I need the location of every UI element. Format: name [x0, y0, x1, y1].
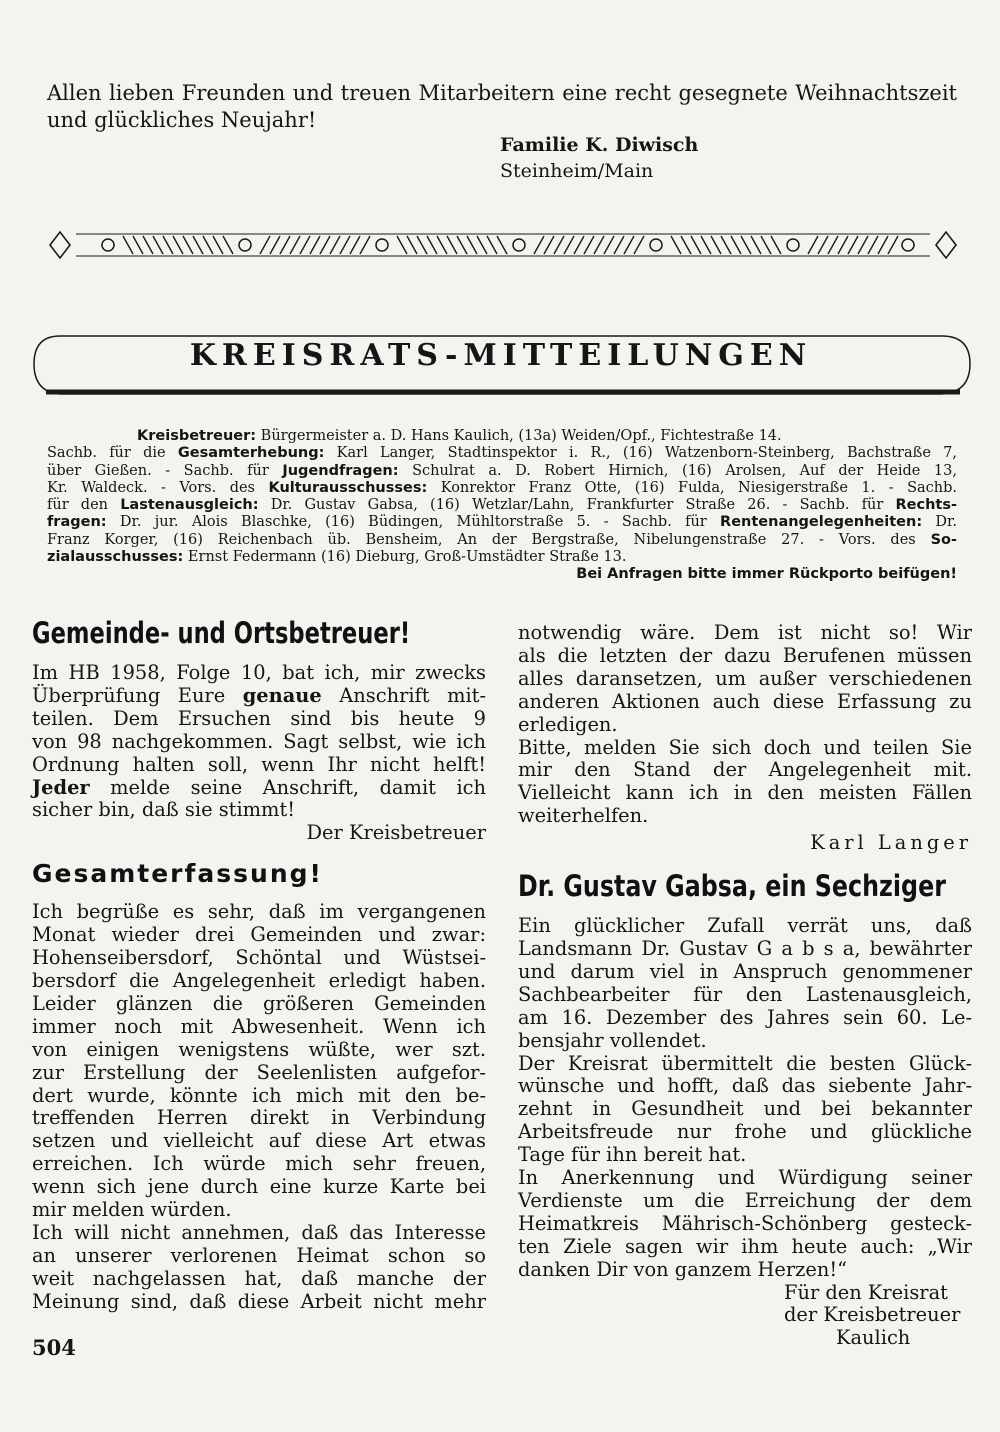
text-line: Vielleicht kann ich in den meisten Fällen: [518, 781, 972, 805]
article1-heading: Gemeinde- und Ortsbetreuer!: [32, 616, 411, 650]
article1-signature: Der Kreisbetreuer: [306, 821, 486, 845]
column-left: [32, 616, 486, 1314]
text-line: Verdienste um die Erreichung der dem: [518, 1188, 972, 1212]
text-line: Der Kreisrat übermittelt die besten Glück-: [518, 1051, 972, 1075]
article3-body: [518, 915, 972, 1350]
text-line: Sachbearbeiter für den Lastenausgleich,: [518, 982, 972, 1006]
text-line: als die letzten der dazu Berufenen müssen: [518, 643, 972, 667]
text-line: immer noch mit Abwesenheit. Wenn ich: [32, 1014, 486, 1038]
banner-title: KREISRATS-MITTEILUNGEN: [189, 338, 813, 373]
text-line: von 98 nachgekommen. Sagt selbst, wie ich: [32, 729, 486, 753]
text-line: bersdorf die Angelegenheit erledigt haben.: [32, 968, 486, 992]
text-line: setzen und vielleicht auf diese Art etwas: [32, 1129, 486, 1153]
text-line: weit nachgelassen hat, daß manche der: [32, 1266, 486, 1290]
text-line: treffenden Herren direkt in Verbindung: [32, 1106, 486, 1130]
text-line: notwendig wäre. Dem ist nicht so! Wir: [518, 621, 972, 644]
sign-line: Kaulich: [836, 1326, 911, 1350]
text-line: mir den Stand der Angelegenheit mit.: [518, 758, 972, 782]
text-line: sicher bin, daß sie stimmt!: [32, 798, 296, 822]
text-line: Hohenseibersdorf, Schöntal und Wüstsei-: [32, 946, 486, 970]
text-line: ten Ziele sagen wir ihm heute auch: „Wir: [518, 1234, 972, 1258]
article2-signature: Karl Langer: [810, 831, 972, 855]
kr-note: Bei Anfragen bitte immer Rückporto beifügen!: [576, 566, 957, 583]
text-line: Im HB 1958, Folge 10, bat ich, mir zwecks: [32, 661, 486, 684]
text-line: am 16. Dezember des Jahres sein 60. Le-: [518, 1005, 972, 1029]
article2-body: [32, 901, 486, 1313]
kr-line: Kreisbetreuer: Bürgermeister a. D. Hans Kaulich, (13a) Weiden/Opf., Fichtestraße 14.: [137, 428, 782, 444]
text-line: teilen. Dem Ersuchen sind bis heute 9: [32, 706, 486, 730]
text-line: zur Erstellung der Seelenlisten aufgefor-: [32, 1060, 486, 1084]
text-line: wünsche und hofft, daß das siebente Jahr-: [518, 1074, 972, 1098]
text-line: Arbeitsfreude nur frohe und glückliche: [518, 1120, 972, 1144]
text-line: Ich begrüße es sehr, daß im vergangenen: [32, 900, 486, 924]
greeting-signature: [500, 132, 698, 184]
text-line: Bitte, melden Sie sich doch und teilen Sie: [518, 735, 972, 759]
greeting-family: Familie K. Diwisch: [500, 134, 699, 156]
article1-body: [32, 662, 486, 845]
kr-line: über Gießen. - Sachb. für Jugendfragen: Schulrat a. D. Robert Hirnich, (16) Arolsen, Auf der Heide 13,: [47, 462, 957, 479]
text-line: Landsmann Dr. Gustav G a b s a, bewährter: [518, 936, 972, 960]
kreisrat-block: [47, 428, 957, 584]
kr-line: Kr. Waldeck. - Vors. des Kulturausschusses: Konrektor Franz Otte, (16) Fulda, Niesigerstraße 1. - Sachb.: [47, 479, 957, 496]
text-line: Meinung sind, daß diese Arbeit nicht mehr: [32, 1289, 486, 1313]
text-line: zehnt in Gesundheit und bei bekannter: [518, 1097, 972, 1121]
text-line: anderen Aktionen auch diese Erfassung zu: [518, 689, 972, 713]
text-line: und darum viel in Anspruch genommener: [518, 959, 972, 983]
ornament-border: [48, 224, 958, 266]
text-line: bensjahr vollendet.: [518, 1028, 707, 1052]
text-line: wenn sich jene durch eine kurze Karte bei: [32, 1175, 486, 1199]
text-line: von einigen wenigstens wüßte, wer szt.: [32, 1037, 486, 1061]
text-line: Ein glücklicher Zufall verrät uns, daß: [518, 914, 972, 938]
article3-sign: [518, 1282, 972, 1351]
text-line: alles daransetzen, um außer verschiedenen: [518, 666, 972, 690]
text-line: Monat wieder drei Gemeinden und zwar:: [32, 923, 486, 947]
text-line: Heimatkreis Mährisch-Schönberg gesteck-: [518, 1211, 972, 1235]
text-line: Ich will nicht annehmen, daß das Interesse: [32, 1220, 486, 1244]
greeting-text: Allen lieben Freunden und treuen Mitarbeitern eine recht gesegnete Weihnachtszeit und glückliches Neujahr!: [47, 81, 957, 132]
page-number: 504: [32, 1335, 76, 1360]
text-line: erreichen. Ich würde mich sehr freuen,: [32, 1152, 486, 1176]
text-line: Überprüfung Eure genaue Anschrift mit-: [32, 683, 486, 707]
article3-heading: Dr. Gustav Gabsa, ein Sechziger: [518, 869, 946, 904]
text-line: danken Dir von ganzem Herzen!“: [518, 1257, 848, 1281]
text-line: mir melden würden.: [32, 1198, 232, 1222]
column-right: [518, 622, 972, 1350]
greeting-place: Steinheim/Main: [500, 160, 654, 182]
text-line: erledigen.: [518, 712, 618, 736]
text-line: Tage für ihn bereit hat.: [518, 1143, 747, 1167]
article2-heading: Gesamterfassung!: [32, 859, 323, 889]
text-line: an unserer verlorenen Heimat schon so: [32, 1243, 486, 1267]
kr-line: für den Lastenausgleich: Dr. Gustav Gabsa, (16) Wetzlar/Lahn, Frankfurter Straße 26. - Sachb. für Rechts-: [47, 497, 957, 514]
sign-line: der Kreisbetreuer: [784, 1303, 961, 1327]
kr-line: Franz Korger, (16) Reichenbach üb. Bensheim, An der Bergstraße, Nibelungenstraße 27. - Vors. des So-: [47, 531, 957, 548]
text-line: Ordnung halten soll, wenn Ihr nicht helft!: [32, 752, 486, 776]
kr-line: fragen: Dr. jur. Alois Blaschke, (16) Büdingen, Mühltorstraße 5. - Sachb. für Rentenangelegenheiten: Dr.: [47, 514, 957, 531]
text-line: Jeder melde seine Anschrift, damit ich: [32, 775, 486, 799]
text-line: In Anerkennung und Würdigung seiner: [518, 1166, 972, 1190]
kr-line: zialausschusses: Ernst Federmann (16) Dieburg, Groß-Umstädter Straße 13.: [47, 549, 627, 566]
article2-continued: [518, 622, 972, 855]
sign-line: Für den Kreisrat: [784, 1280, 948, 1304]
text-line: Leider glänzen die größeren Gemeinden: [32, 991, 486, 1015]
text-line: dert wurde, könnte ich mich mit den be-: [32, 1083, 486, 1107]
text-line: weiterhelfen.: [518, 804, 649, 828]
kr-line: Sachb. für die Gesamterhebung: Karl Langer, Stadtinspektor i. R., (16) Watzenborn-Steinberg, Bachstraße 7,: [47, 445, 957, 462]
